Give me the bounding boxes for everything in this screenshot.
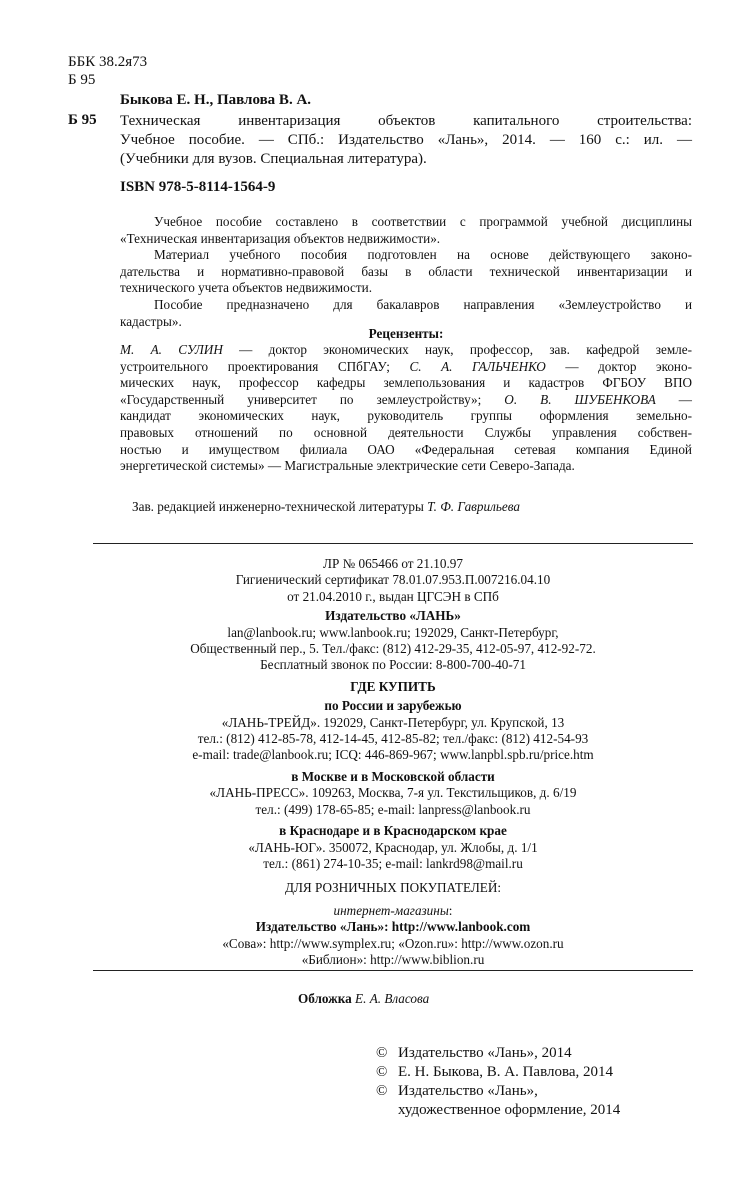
cover-credit: Обложка Е. А. Власова [298,991,430,1006]
krasnodar-line: «ЛАНЬ-ЮГ». 350072, Краснодар, ул. Жлобы, д. 1/1 [248,839,538,855]
publisher-line: Бесплатный звонок по России: 8-800-700-40-71 [260,657,526,673]
abstract-line: технического учета объектов недвижимости. [120,280,372,296]
reviewer-line: энергетической системы» — Магистральные электрические сети Северо-Запада. [120,458,575,474]
abstract-line: «Техническая инвентаризация объектов недвижимости». [120,230,441,246]
copyright-line: © Е. Н. Быкова, В. А. Павлова, 2014 [376,1064,613,1080]
license-line: ЛР № 065466 от 21.10.97 [323,556,463,571]
copyright-line: © Издательство «Лань», [376,1083,538,1099]
russia-heading: по России и зарубежью [324,698,462,714]
isbn: ISBN 978-5-8114-1564-9 [120,179,276,195]
publisher-line: Общественный пер., 5. Тел./факс: (812) 412-29-35, 412-05-97, 412-92-72. [190,641,596,657]
krasnodar-line: тел.: (861) 274-10-35; e-mail: lankrd98@mail.ru [263,855,523,871]
description-line: Учебное пособие. — СПб.: Издательство «Лань», 2014. — 160 с.: ил. — [120,132,692,148]
russia-line: «ЛАНЬ-ТРЕЙД». 192029, Санкт-Петербург, ул. Крупской, 13 [221,714,565,730]
book-description [120,112,692,169]
copyright-icon: © [376,1045,388,1061]
author-mark-top: Б 95 [68,72,96,88]
description-line: Техническая инвентаризация объектов капитального строительства: [120,113,692,129]
publisher-line: lan@lanbook.ru; www.lanbook.ru; 192029, Санкт-Петербург, [227,624,559,640]
reviewer-line: устроительного проектирования СПбГАУ; С. А. ГАЛЬЧЕНКО — доктор эконо- [120,358,692,374]
copyright-line: © Издательство «Лань», 2014 [376,1045,572,1061]
reviewer-line: М. А. СУЛИН — доктор экономических наук, профессор, зав. кафедрой земле- [120,342,692,357]
cover-designer: Е. А. Власова [355,991,430,1006]
abstract [120,214,692,330]
reviewer-name: С. А. ГАЛЬЧЕНКО [409,358,546,374]
reviewers-block [120,342,692,475]
other-shops-line: «Библион»: http://www.biblion.ru [301,951,485,967]
abstract-line: Пособие предназначено для бакалавров направления «Землеустройство и [154,296,692,312]
retail-heading: ДЛЯ РОЗНИЧНЫХ ПОКУПАТЕЛЕЙ: [284,880,502,896]
editor-credit: Зав. редакцией инженерно-технической литературы Т. Ф. Гаврильева [132,499,520,514]
moscow-line: тел.: (499) 178-65-85; e-mail: lanpress@lanbook.ru [255,801,531,817]
abstract-line: Учебное пособие составлено в соответствии с программой учебной дисциплины [154,214,692,229]
description-line: (Учебники для вузов. Специальная литература). [120,151,427,167]
author-mark-left: Б 95 [68,112,97,128]
imprint-block [93,556,693,968]
reviewers-title: Рецензенты: [368,326,444,341]
copyright-icon: © [376,1064,388,1080]
online-shops-label: интернет-магазины: [333,902,453,918]
copyright-block [376,1044,620,1120]
reviewer-line: правовых отношений по основной деятельности Службы управления собствен- [120,424,692,440]
divider [93,543,693,544]
publisher-title: Издательство «ЛАНЬ» [325,608,461,624]
bbk-code: ББК 38.2я73 [68,54,148,70]
abstract-line: Материал учебного пособия подготовлен на основе действующего законо- [154,247,692,263]
copyright-line: художественное оформление, 2014 [398,1102,621,1118]
reviewer-line: «Государственный университет по землеустройству»; О. В. ШУБЕНКОВА — [120,391,692,407]
russia-line: тел.: (812) 412-85-78, 412-14-45, 412-85-82; тел./факс: (812) 412-54-93 [197,731,589,747]
license-line: от 21.04.2010 г., выдан ЦГСЭН в СПб [287,588,499,604]
reviewer-name: М. А. СУЛИН [120,342,223,357]
editor-name: Т. Ф. Гаврильева [427,499,520,514]
reviewer-line: кандидат экономических наук, руководитель группы оформления земельно- [120,408,692,424]
krasnodar-heading: в Краснодаре и в Краснодарском крае [279,823,507,839]
authors: Быкова Е. Н., Павлова В. А. [120,92,312,108]
other-shops-line: «Сова»: http://www.symplex.ru; «Ozon.ru»: http://www.ozon.ru [222,935,564,951]
divider [93,970,693,971]
moscow-line: «ЛАНЬ-ПРЕСС». 109263, Москва, 7-я ул. Текстильщиков, д. 6/19 [209,785,577,801]
abstract-line: дательства и нормативно-правовой базы в области технической инвентаризации и [120,263,692,279]
reviewer-line: ностью и имуществом филиала ОАО «Федеральная сетевая компания Единой [120,441,692,457]
license-line: Гигиенический сертификат 78.01.07.953.П.007216.04.10 [235,572,551,588]
russia-line: e-mail: trade@lanbook.ru; ICQ: 446-869-967; www.lanpbl.spb.ru/price.htm [192,747,594,763]
copyright-icon: © [376,1083,388,1099]
lan-shop-link[interactable]: Издательство «Лань»: http://www.lanbook.com [255,919,531,935]
reviewer-line: мических наук, профессор кафедры землепользования и кадастров ФГБОУ ВПО [120,375,692,391]
reviewer-name: О. В. ШУБЕНКОВА [504,391,656,407]
abstract-line: кадастры». [120,313,182,329]
moscow-heading: в Москве и в Московской области [291,768,495,784]
where-to-buy-title: ГДЕ КУПИТЬ [350,678,436,694]
